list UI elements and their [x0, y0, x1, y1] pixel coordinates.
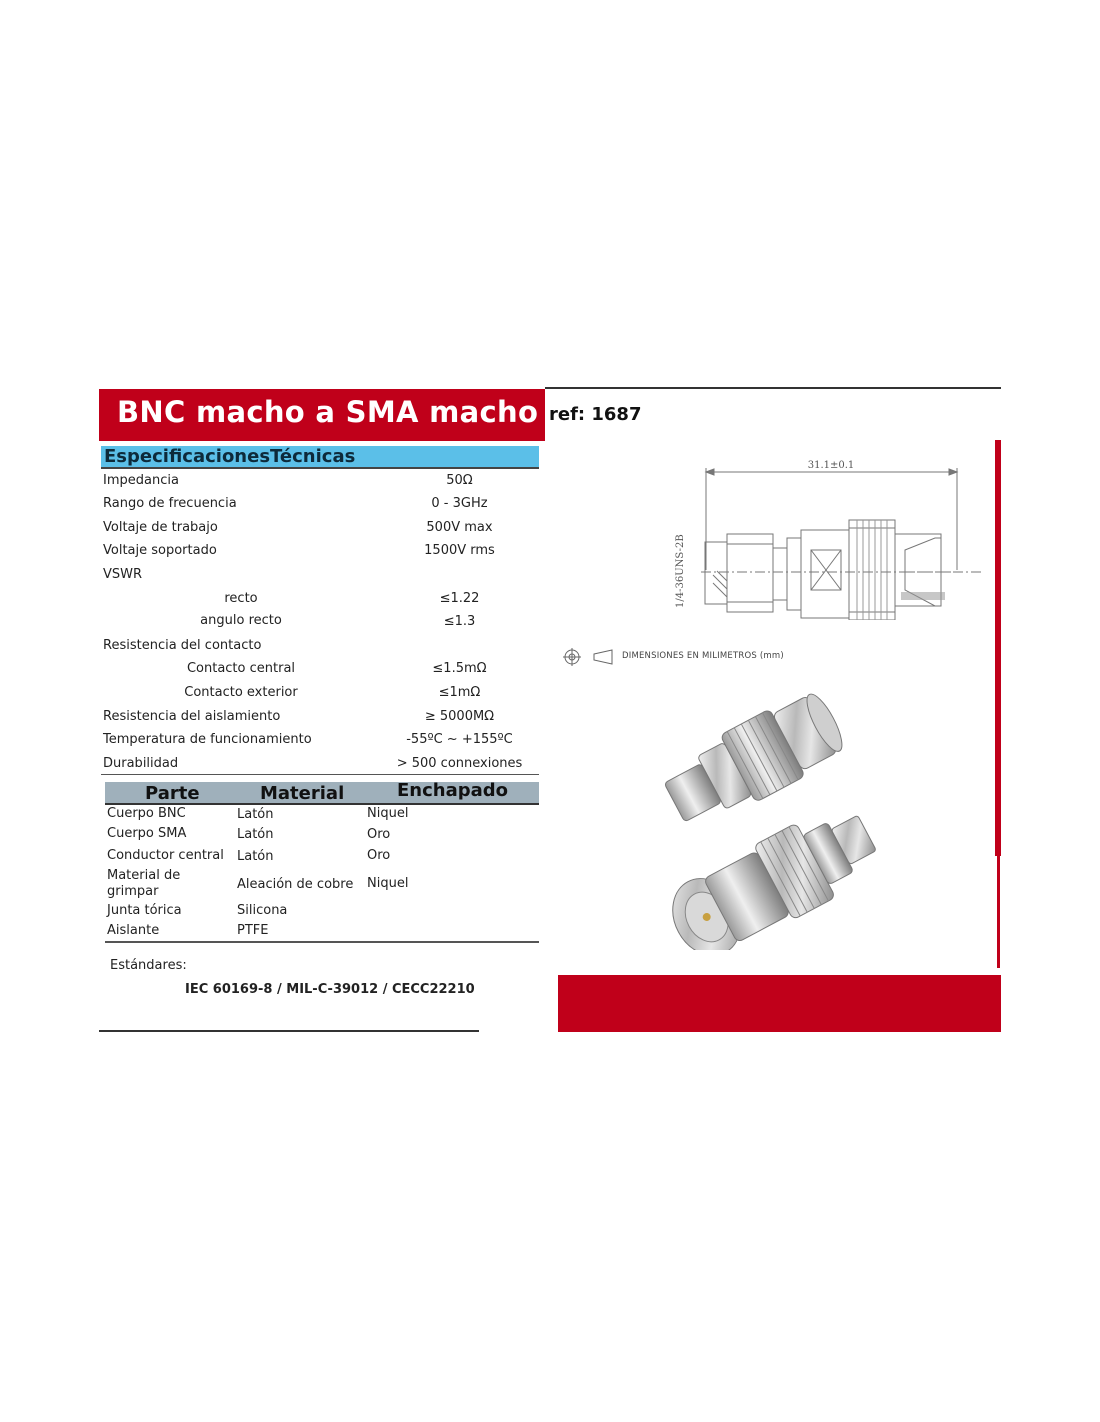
spec-row — [103, 564, 142, 586]
col-header-plating: Enchapado — [397, 780, 509, 801]
table-cell-part: Cuerpo SMA — [107, 826, 187, 841]
col-header-part: Parte — [145, 783, 200, 804]
spec-row — [103, 517, 218, 539]
spec-label: Resistencia del contacto — [103, 638, 262, 653]
specs-divider — [101, 774, 539, 775]
spec-label: Temperatura de funcionamiento — [103, 732, 312, 747]
table-cell-material: Aleación de cobre — [237, 877, 354, 892]
spec-row — [183, 610, 299, 632]
spec-label: Resistencia del aislamiento — [103, 709, 281, 724]
spec-label: Voltaje soportado — [103, 543, 217, 558]
product-photo — [655, 675, 880, 950]
spec-label: Contacto exterior — [184, 685, 298, 700]
table-cell-plating: Niquel — [367, 876, 409, 891]
standards-value: IEC 60169-8 / MIL-C-39012 / CECC22210 — [185, 982, 475, 997]
spec-label: angulo recto — [200, 613, 282, 628]
product-ref: ref: 1687 — [549, 404, 642, 425]
spec-label: Impedancia — [103, 473, 179, 488]
spec-label: recto — [224, 591, 258, 606]
spec-value: -55ºC ~ +155ºC — [406, 732, 513, 747]
red-side-bar — [995, 440, 1001, 856]
spec-row — [175, 658, 307, 680]
spec-row — [183, 588, 299, 610]
red-footer-block — [558, 975, 1001, 1032]
thread-dimension: 1/4-36UNS-2B — [675, 534, 686, 608]
table-cell-material: Latón — [237, 849, 274, 864]
spec-value: ≤1.22 — [439, 591, 480, 606]
spec-row — [103, 706, 280, 728]
table-cell-material: PTFE — [237, 923, 269, 938]
table-cell-part: Material de grimpar — [107, 868, 181, 899]
table-cell-plating: Oro — [367, 827, 391, 842]
standards-label: Estándares: — [110, 958, 187, 973]
spec-label: Voltaje de trabajo — [103, 520, 218, 535]
spec-row — [103, 493, 237, 515]
bottom-rule — [99, 1030, 479, 1032]
spec-label: Durabilidad — [103, 756, 179, 771]
spec-value: ≥ 5000MΩ — [424, 709, 495, 724]
table-cell-material: Latón — [237, 807, 274, 822]
spec-row — [103, 729, 312, 751]
top-rule — [545, 387, 1001, 389]
projection-symbol-icon — [562, 647, 617, 667]
materials-header — [105, 782, 539, 805]
spec-value: 1500V rms — [424, 543, 495, 558]
red-side-bar-lower — [997, 856, 1000, 968]
spec-value: ≤1mΩ — [438, 685, 481, 700]
spec-value: ≤1.5mΩ — [432, 661, 487, 676]
spec-row — [175, 682, 307, 704]
col-header-material: Material — [260, 783, 345, 804]
spec-value: 0 - 3GHz — [431, 496, 488, 511]
spec-row — [103, 753, 178, 775]
spec-label: Contacto central — [186, 661, 296, 676]
product-title: BNC macho a SMA macho — [99, 389, 545, 441]
spec-value: ≤1.3 — [443, 614, 476, 629]
spec-value: 50Ω — [446, 473, 473, 488]
spec-value: > 500 connexiones — [396, 756, 523, 771]
spec-label: VSWR — [103, 567, 143, 582]
units-note: DIMENSIONES EN MILIMETROS (mm) — [622, 651, 784, 661]
technical-drawing — [665, 450, 995, 620]
length-dimension: 31.1±0.1 — [807, 460, 855, 471]
specs-heading: EspecificacionesTécnicas — [101, 446, 539, 469]
table-cell-material: Silicona — [237, 903, 288, 918]
spec-row — [103, 540, 217, 562]
spec-row — [103, 470, 179, 492]
table-cell-material: Latón — [237, 827, 274, 842]
table-cell-part: Junta tórica — [107, 903, 182, 918]
table-cell-plating: Niquel — [367, 806, 409, 821]
materials-divider — [105, 941, 539, 943]
table-cell-part: Cuerpo BNC — [107, 806, 186, 821]
spec-row — [103, 635, 261, 657]
spec-label: Rango de frecuencia — [103, 496, 237, 511]
table-cell-plating: Oro — [367, 848, 391, 863]
spec-value: 500V max — [426, 520, 493, 535]
table-cell-part: Conductor central — [107, 848, 224, 863]
table-cell-part: Aislante — [107, 923, 160, 938]
